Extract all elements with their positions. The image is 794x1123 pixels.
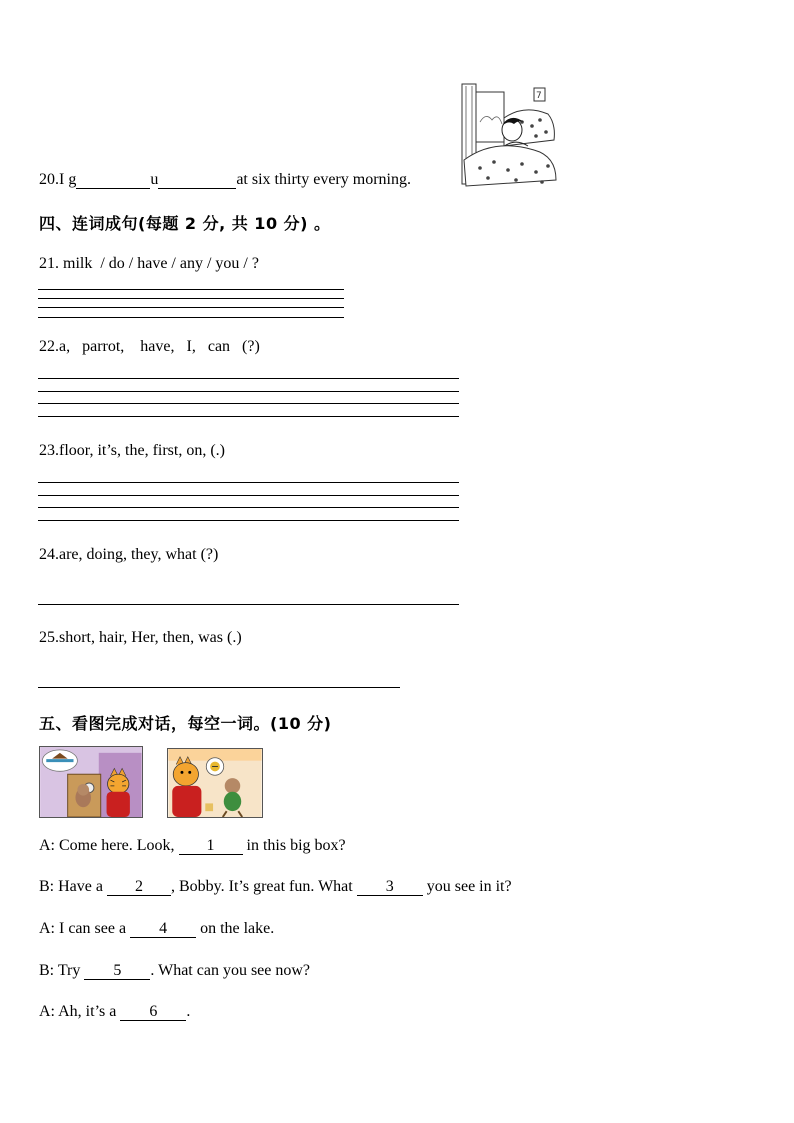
- answer-line[interactable]: [38, 403, 459, 404]
- answer-blank[interactable]: 1: [179, 838, 243, 855]
- question-23: 23.floor, it’s, the, first, on, (.): [39, 442, 225, 459]
- cartoon-picture-box: [39, 746, 143, 818]
- question-number: 24.: [39, 546, 59, 563]
- question-number: 25.: [39, 629, 59, 646]
- dialogue-line-1: A: Come here. Look, 1 in this big box?: [39, 837, 346, 854]
- answer-line[interactable]: [38, 298, 344, 299]
- answer-line[interactable]: [38, 391, 459, 392]
- answer-blank[interactable]: 3: [357, 879, 423, 896]
- dialogue-line-5: A: Ah, it’s a 6 .: [39, 1003, 191, 1020]
- question-number: 22.: [39, 338, 59, 355]
- answer-blank[interactable]: 6: [120, 1004, 186, 1021]
- answer-line[interactable]: [38, 378, 459, 379]
- answer-line[interactable]: [38, 416, 459, 417]
- answer-line[interactable]: [38, 687, 400, 688]
- boy-waking-illustration: [460, 82, 560, 190]
- answer-line[interactable]: [38, 604, 459, 605]
- answer-line[interactable]: [38, 495, 459, 496]
- dialogue-line-2: B: Have a 2 , Bobby. It’s great fun. What 3 you see in it?: [39, 878, 512, 895]
- section-4-heading: 四、连词成句(每题 2 分, 共 10 分) 。: [39, 214, 331, 233]
- question-number: 20.: [39, 171, 59, 188]
- question-25: 25.short, hair, Her, then, was (.): [39, 629, 242, 646]
- answer-line[interactable]: [38, 289, 344, 290]
- question-24: 24.are, doing, they, what (?): [39, 546, 219, 563]
- answer-line[interactable]: [38, 520, 459, 521]
- question-20: 20.I g u at six thirty every morning.: [39, 171, 411, 188]
- answer-blank[interactable]: 5: [84, 963, 150, 980]
- section-5-heading: 五、看图完成对话，每空一词。(10 分): [39, 714, 332, 733]
- question-number: 23.: [39, 442, 59, 459]
- answer-blank[interactable]: [76, 172, 150, 189]
- answer-blank[interactable]: [158, 172, 236, 189]
- dialogue-line-4: B: Try 5 . What can you see now?: [39, 962, 311, 979]
- dialogue-line-3: A: I can see a 4 on the lake.: [39, 920, 275, 937]
- answer-line[interactable]: [38, 317, 344, 318]
- answer-line[interactable]: [38, 507, 459, 508]
- answer-line[interactable]: [38, 482, 459, 483]
- question-number: 21.: [39, 255, 59, 272]
- answer-line[interactable]: [38, 307, 344, 308]
- cartoon-picture-talk: [167, 748, 263, 818]
- answer-blank[interactable]: 4: [130, 921, 196, 938]
- answer-blank[interactable]: 2: [107, 879, 171, 896]
- svg-text:7: 7: [536, 91, 542, 101]
- question-21: 21. milk / do / have / any / you / ?: [39, 255, 259, 272]
- question-22: 22.a, parrot, have, I, can (?): [39, 338, 260, 355]
